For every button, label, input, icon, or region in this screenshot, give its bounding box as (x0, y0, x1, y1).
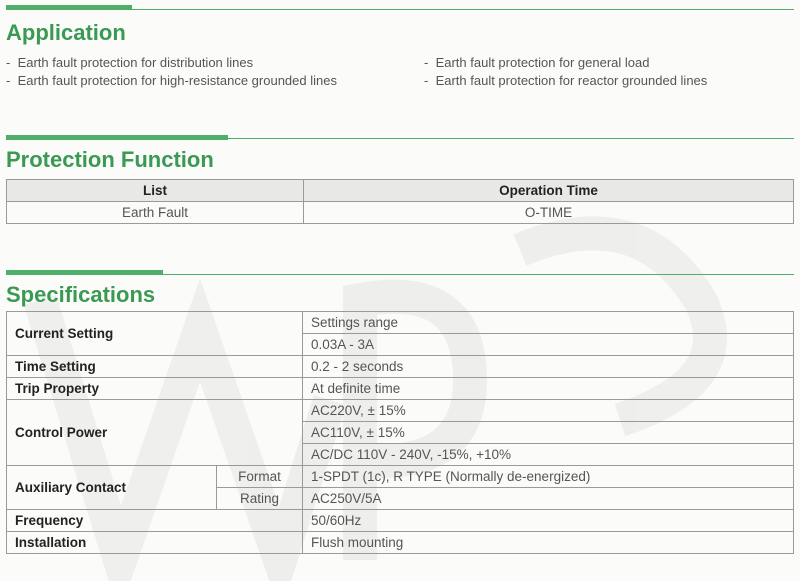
spec-label: Current Setting (7, 312, 303, 356)
spec-sublabel: Format (217, 466, 303, 488)
list-item: - Earth fault protection for high-resistance grounded lines (6, 73, 337, 88)
spec-value: AC/DC 110V - 240V, -15%, +10% (303, 444, 794, 466)
list-item: - Earth fault protection for general load (424, 55, 650, 70)
spec-sublabel: Rating (217, 488, 303, 510)
list-item: - Earth fault protection for distribution lines (6, 55, 254, 70)
spec-value: AC250V/5A (303, 488, 794, 510)
spec-value: 50/60Hz (303, 510, 794, 532)
spec-label: Frequency (7, 510, 303, 532)
table-row (7, 202, 794, 224)
table-row (7, 356, 794, 378)
specifications-title: Specifications (6, 282, 156, 307)
spec-label: Control Power (7, 400, 303, 466)
application-title: Application (6, 20, 126, 45)
table-row (7, 378, 794, 400)
protection-title: Protection Function (6, 147, 214, 172)
specifications-section (6, 265, 794, 581)
spec-value: At definite time (303, 378, 794, 400)
table-row (7, 312, 794, 334)
specifications-table (6, 311, 794, 554)
spec-label: Time Setting (7, 356, 303, 378)
application-section (6, 0, 794, 100)
spec-value: Settings range (303, 312, 794, 334)
table-row (7, 400, 794, 422)
table-row (7, 466, 794, 488)
spec-label: Installation (7, 532, 303, 554)
spec-value: 1-SPDT (1c), R TYPE (Normally de-energized) (303, 466, 794, 488)
protection-section (6, 128, 794, 238)
spec-value: AC110V, ± 15% (303, 422, 794, 444)
spec-label: Auxiliary Contact (7, 466, 217, 510)
list-item: - Earth fault protection for reactor grounded lines (424, 73, 708, 88)
spec-label: Trip Property (7, 378, 303, 400)
spec-value: 0.2 - 2 seconds (303, 356, 794, 378)
column-header: Operation Time (304, 180, 794, 202)
protection-table (6, 179, 794, 224)
table-row (7, 510, 794, 532)
spec-value: Flush mounting (303, 532, 794, 554)
spec-value: 0.03A - 3A (303, 334, 794, 356)
table-row (7, 532, 794, 554)
table-cell: Earth Fault (7, 202, 304, 224)
spec-value: AC220V, ± 15% (303, 400, 794, 422)
table-cell: O-TIME (304, 202, 794, 224)
table-header-row (7, 180, 794, 202)
column-header: List (7, 180, 304, 202)
